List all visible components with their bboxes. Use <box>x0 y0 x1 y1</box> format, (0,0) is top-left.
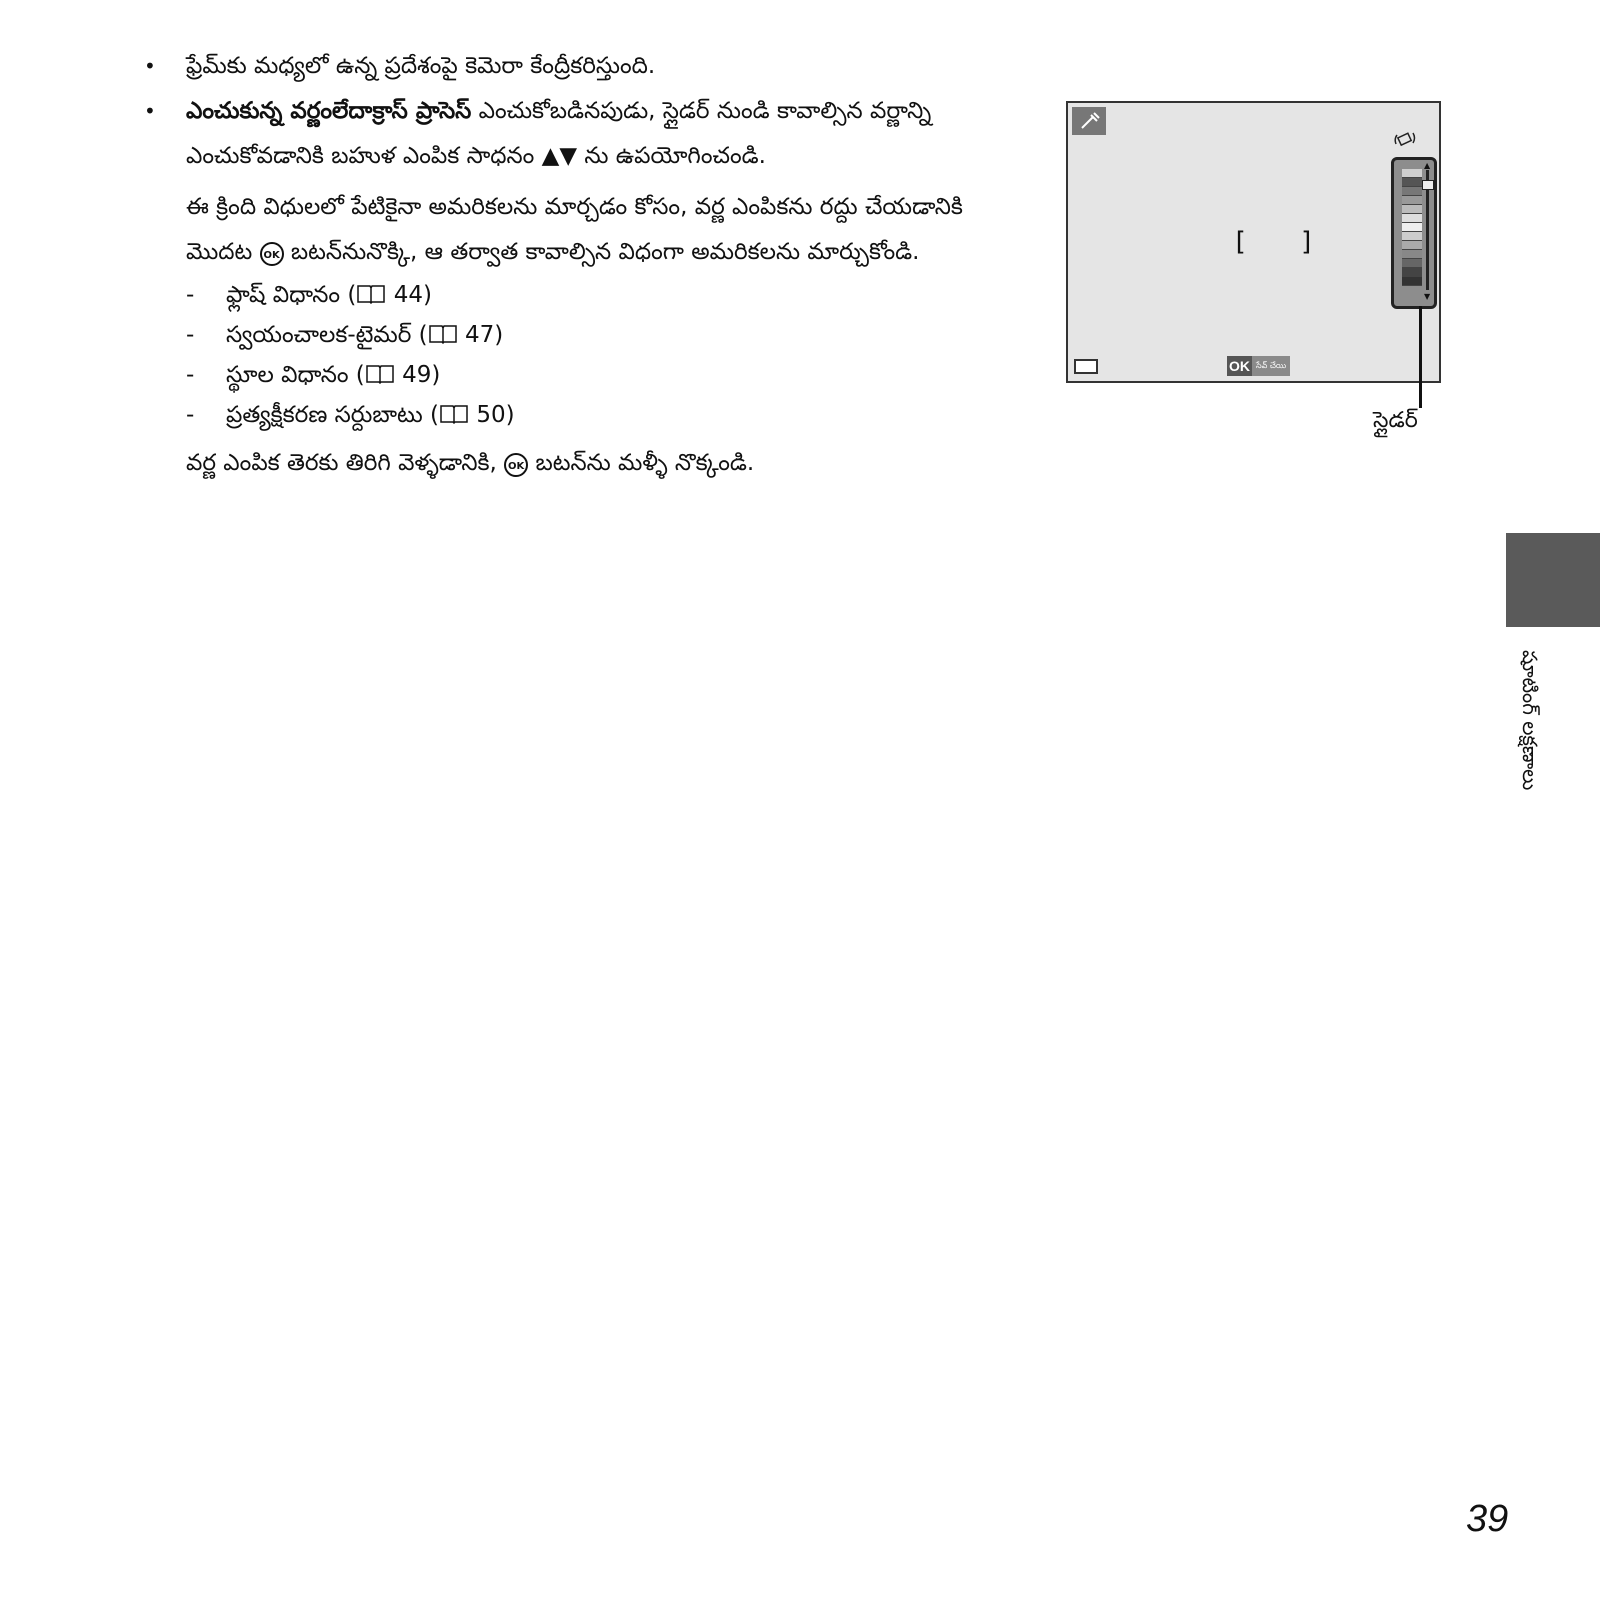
dash: - <box>186 362 195 388</box>
dash: - <box>186 402 195 428</box>
bullet-text: ఫ్రేమ్‌కు మధ్యలో ఉన్న ప్రదేశంపై కెమెరా కేంద్రీకరిస్తుంది. <box>186 53 656 79</box>
instructions <box>140 44 1020 486</box>
camera-screen-illustration <box>1066 101 1441 383</box>
bullet-text: ఎంచుకోబడినపుడు, స్లైడర్ నుండి కావాల్సిన వర్ణాన్ని ఎంచుకోవడానికి బహుళ ఎంపిక సాధనం ▲▼ ను ఉపయోగించండి. <box>186 98 932 169</box>
setting-label: స్థూల విధానం ( <box>226 362 365 388</box>
color-swatch-stack <box>1402 169 1422 286</box>
dash: - <box>186 282 195 308</box>
setting-close: ) <box>422 282 432 308</box>
focus-area-brackets: [ ] <box>1232 227 1333 257</box>
cancel-text-after: బటన్‌నునొక్కి, ఆ తర్వాత కావాల్సిన విధంగా అమరికలను మార్చుకోండి. <box>290 239 920 265</box>
setting-page: 49 <box>402 362 432 388</box>
slider-caption: స్లైడర్ <box>1373 408 1418 433</box>
slider-leader-line <box>1419 306 1422 408</box>
page-number: 39 <box>1466 1498 1509 1540</box>
bullet-item-color-select <box>140 89 1020 179</box>
list-item <box>186 315 1020 355</box>
bullet-item-focus <box>140 44 1020 89</box>
slider-up-arrow-icon: ▲ <box>1424 161 1431 170</box>
return-text-before: వర్ణ ఎంపిక తెరకు తిరిగి వెళ్ళడానికి, <box>186 450 497 476</box>
battery-icon <box>1074 359 1098 374</box>
ok-button-icon: OK <box>504 453 528 477</box>
color-slider <box>1391 157 1437 309</box>
ok-button-icon: OK <box>260 242 284 266</box>
list-item <box>186 355 1020 395</box>
book-icon <box>439 404 469 424</box>
return-text-after: బటన్‌ను మళ్ళీ నొక్కండి. <box>535 450 755 476</box>
settings-list <box>140 275 1020 435</box>
slider-down-arrow-icon: ▼ <box>1424 292 1431 301</box>
bullet-dot: • <box>144 54 156 78</box>
cancel-instruction <box>140 185 1020 275</box>
ok-small-text: సేవ్ చేయి <box>1256 360 1287 370</box>
setting-close: ) <box>431 362 441 388</box>
list-item <box>186 275 1020 315</box>
book-icon <box>428 324 458 344</box>
setting-close: ) <box>494 322 504 348</box>
ok-label: OK <box>1229 358 1250 374</box>
setting-close: ) <box>505 402 515 428</box>
bullet-dot: • <box>144 99 156 123</box>
setting-label: ఫ్లాష్ విధానం ( <box>226 282 357 308</box>
return-instruction <box>140 441 1020 486</box>
chapter-title: షూటింగ్ లక్షణాలు <box>1518 650 1542 791</box>
setting-label: స్వయంచాలక-టైమర్ ( <box>226 322 428 348</box>
cancel-text-before: ఈ క్రింది విధులలో పేటికైనా అమరికలను మార్చడం కోసం, వర్ణ ఎంపికను రద్దు చేయడానికి మొదట <box>186 194 963 265</box>
setting-page: 47 <box>464 322 495 348</box>
book-icon <box>365 364 395 384</box>
setting-label: ప్రత్యక్షీకరణ సర్దుబాటు ( <box>226 402 440 428</box>
bullet-bold-text: ఎంచుకున్న వర్ణంలేదాక్రాస్ ప్రాసెస్ <box>186 98 472 124</box>
ok-save-indicator <box>1227 356 1290 376</box>
book-icon <box>356 284 386 304</box>
slider-knob <box>1422 180 1434 190</box>
eyedropper-icon <box>1072 107 1106 135</box>
setting-page: 44 <box>393 282 423 308</box>
setting-page: 50 <box>476 402 506 428</box>
list-item <box>186 395 1020 435</box>
chapter-tab <box>1506 533 1600 627</box>
dash: - <box>186 322 195 348</box>
vibration-reduction-icon <box>1393 129 1417 149</box>
